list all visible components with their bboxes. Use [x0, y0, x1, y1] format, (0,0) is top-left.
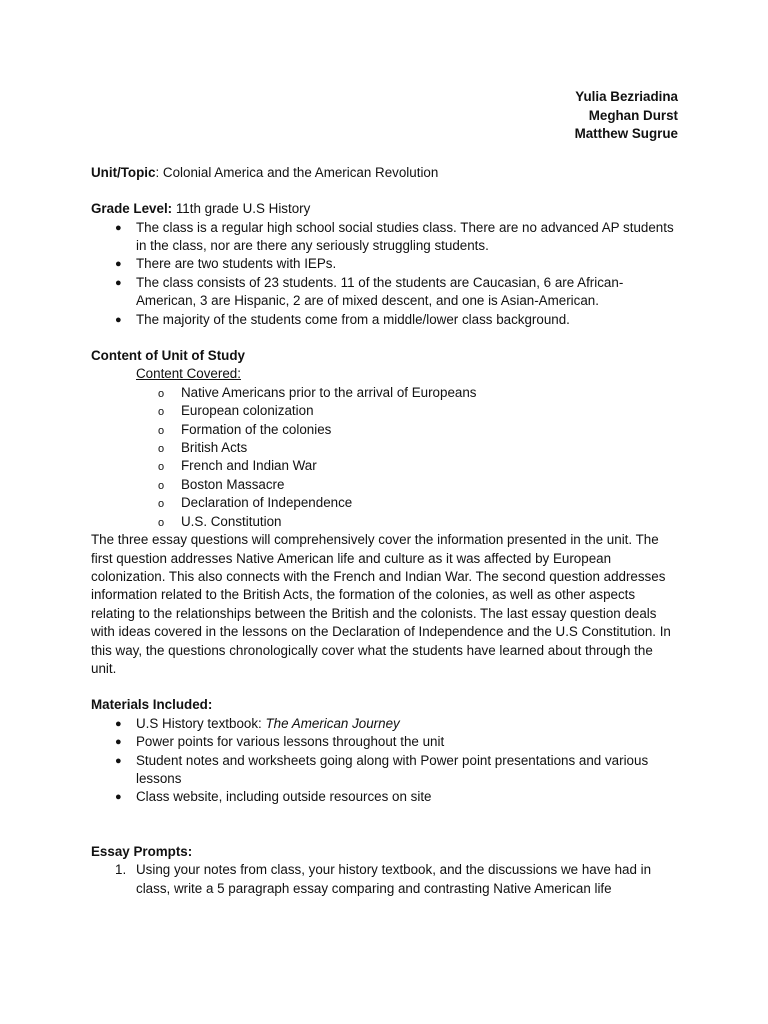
- list-item: o French and Indian War: [91, 457, 681, 475]
- list-item: o European colonization: [91, 402, 681, 420]
- prompt-number: 1.: [115, 862, 127, 878]
- content-topic-list: [91, 384, 681, 531]
- class-description-list: [91, 219, 681, 329]
- bullet-icon: ●: [115, 276, 122, 289]
- unit-topic-label: Unit/Topic: [91, 164, 156, 180]
- content-heading: Content of Unit of Study: [91, 348, 245, 364]
- content-section: [91, 347, 681, 678]
- textbook-title: The American Journey: [265, 715, 400, 731]
- essay-prompt-list: [91, 861, 681, 898]
- list-item: o Boston Massacre: [91, 476, 681, 494]
- list-item: o British Acts: [91, 439, 681, 457]
- textbook-prefix: U.S History textbook:: [136, 715, 266, 731]
- author-list: [91, 88, 678, 144]
- bullet-icon: ●: [115, 221, 122, 234]
- essay-heading: Essay Prompts:: [91, 843, 193, 859]
- list-item: ● There are two students with IEPs.: [91, 255, 681, 273]
- circle-bullet-icon: o: [158, 479, 165, 492]
- bullet-icon: ●: [115, 791, 122, 804]
- bullet-icon: ●: [115, 754, 122, 767]
- content-paragraph: The three essay questions will comprehensively cover the information presented in the unit. The first question addresses Native American life and culture as it was affected by European colonization. This also connects with the French and Indian War. The second question addresses information related to the British Acts, the formation of the colonies, as well as other aspects relating to the relationships between the British and the colonists. The last essay question deals with ideas covered in the lessons on the Declaration of Independence and the U.S Constitution. In this way, the questions chronologically cover what the students have learned about through the unit.: [91, 532, 671, 676]
- bullet-icon: ●: [115, 736, 122, 749]
- circle-bullet-icon: o: [158, 406, 165, 419]
- author-name: Meghan Durst: [588, 107, 678, 123]
- list-item: ● Class website, including outside resources on site: [91, 788, 681, 806]
- bullet-icon: ●: [115, 313, 122, 326]
- circle-bullet-icon: o: [158, 387, 165, 400]
- list-item: ● The class consists of 23 students. 11 of the students are Caucasian, 6 are African-American, 3 are Hispanic, 2 are of mixed descent, and one is Asian-American.: [115, 274, 624, 309]
- document-page: [91, 88, 681, 898]
- prompt-text: Using your notes from class, your history textbook, and the discussions we have had in class, write a 5 paragraph essay comparing and contrasting Native American life: [136, 862, 652, 896]
- materials-list: [91, 715, 681, 807]
- unit-topic-value: : Colonial America and the American Revolution: [155, 164, 439, 180]
- list-item: [91, 715, 681, 733]
- content-subheading: Content Covered:: [136, 366, 241, 382]
- circle-bullet-icon: o: [158, 461, 165, 474]
- list-item: [91, 861, 681, 898]
- author-name: Yulia Bezriadina: [575, 89, 678, 104]
- unit-topic: [91, 164, 681, 182]
- list-item: o U.S. Constitution: [91, 513, 681, 531]
- materials-section: [91, 696, 681, 806]
- materials-heading: Materials Included:: [91, 697, 213, 713]
- list-item: ● The class is a regular high school social studies class. There are no advanced AP students in the class, nor are there any seriously struggling students.: [115, 219, 674, 253]
- circle-bullet-icon: o: [158, 498, 165, 511]
- list-item: o Declaration of Independence: [91, 494, 681, 512]
- essay-section: [91, 843, 681, 898]
- bullet-icon: ●: [115, 717, 122, 730]
- bullet-icon: ●: [115, 258, 122, 271]
- circle-bullet-icon: o: [158, 516, 165, 529]
- grade-level-section: [91, 200, 681, 329]
- list-item: ● Student notes and worksheets going along with Power point presentations and various lessons: [115, 752, 649, 786]
- circle-bullet-icon: o: [158, 424, 165, 437]
- author-name: Matthew Sugrue: [574, 126, 678, 142]
- list-item: ● The majority of the students come from a middle/lower class background.: [91, 311, 681, 329]
- grade-level-value: 11th grade U.S History: [172, 201, 311, 217]
- circle-bullet-icon: o: [158, 443, 165, 456]
- list-item: ● Power points for various lessons throughout the unit: [91, 733, 681, 751]
- grade-level-label: Grade Level:: [91, 201, 173, 217]
- list-item: o Formation of the colonies: [91, 421, 681, 439]
- list-item: o Native Americans prior to the arrival of Europeans: [91, 384, 681, 402]
